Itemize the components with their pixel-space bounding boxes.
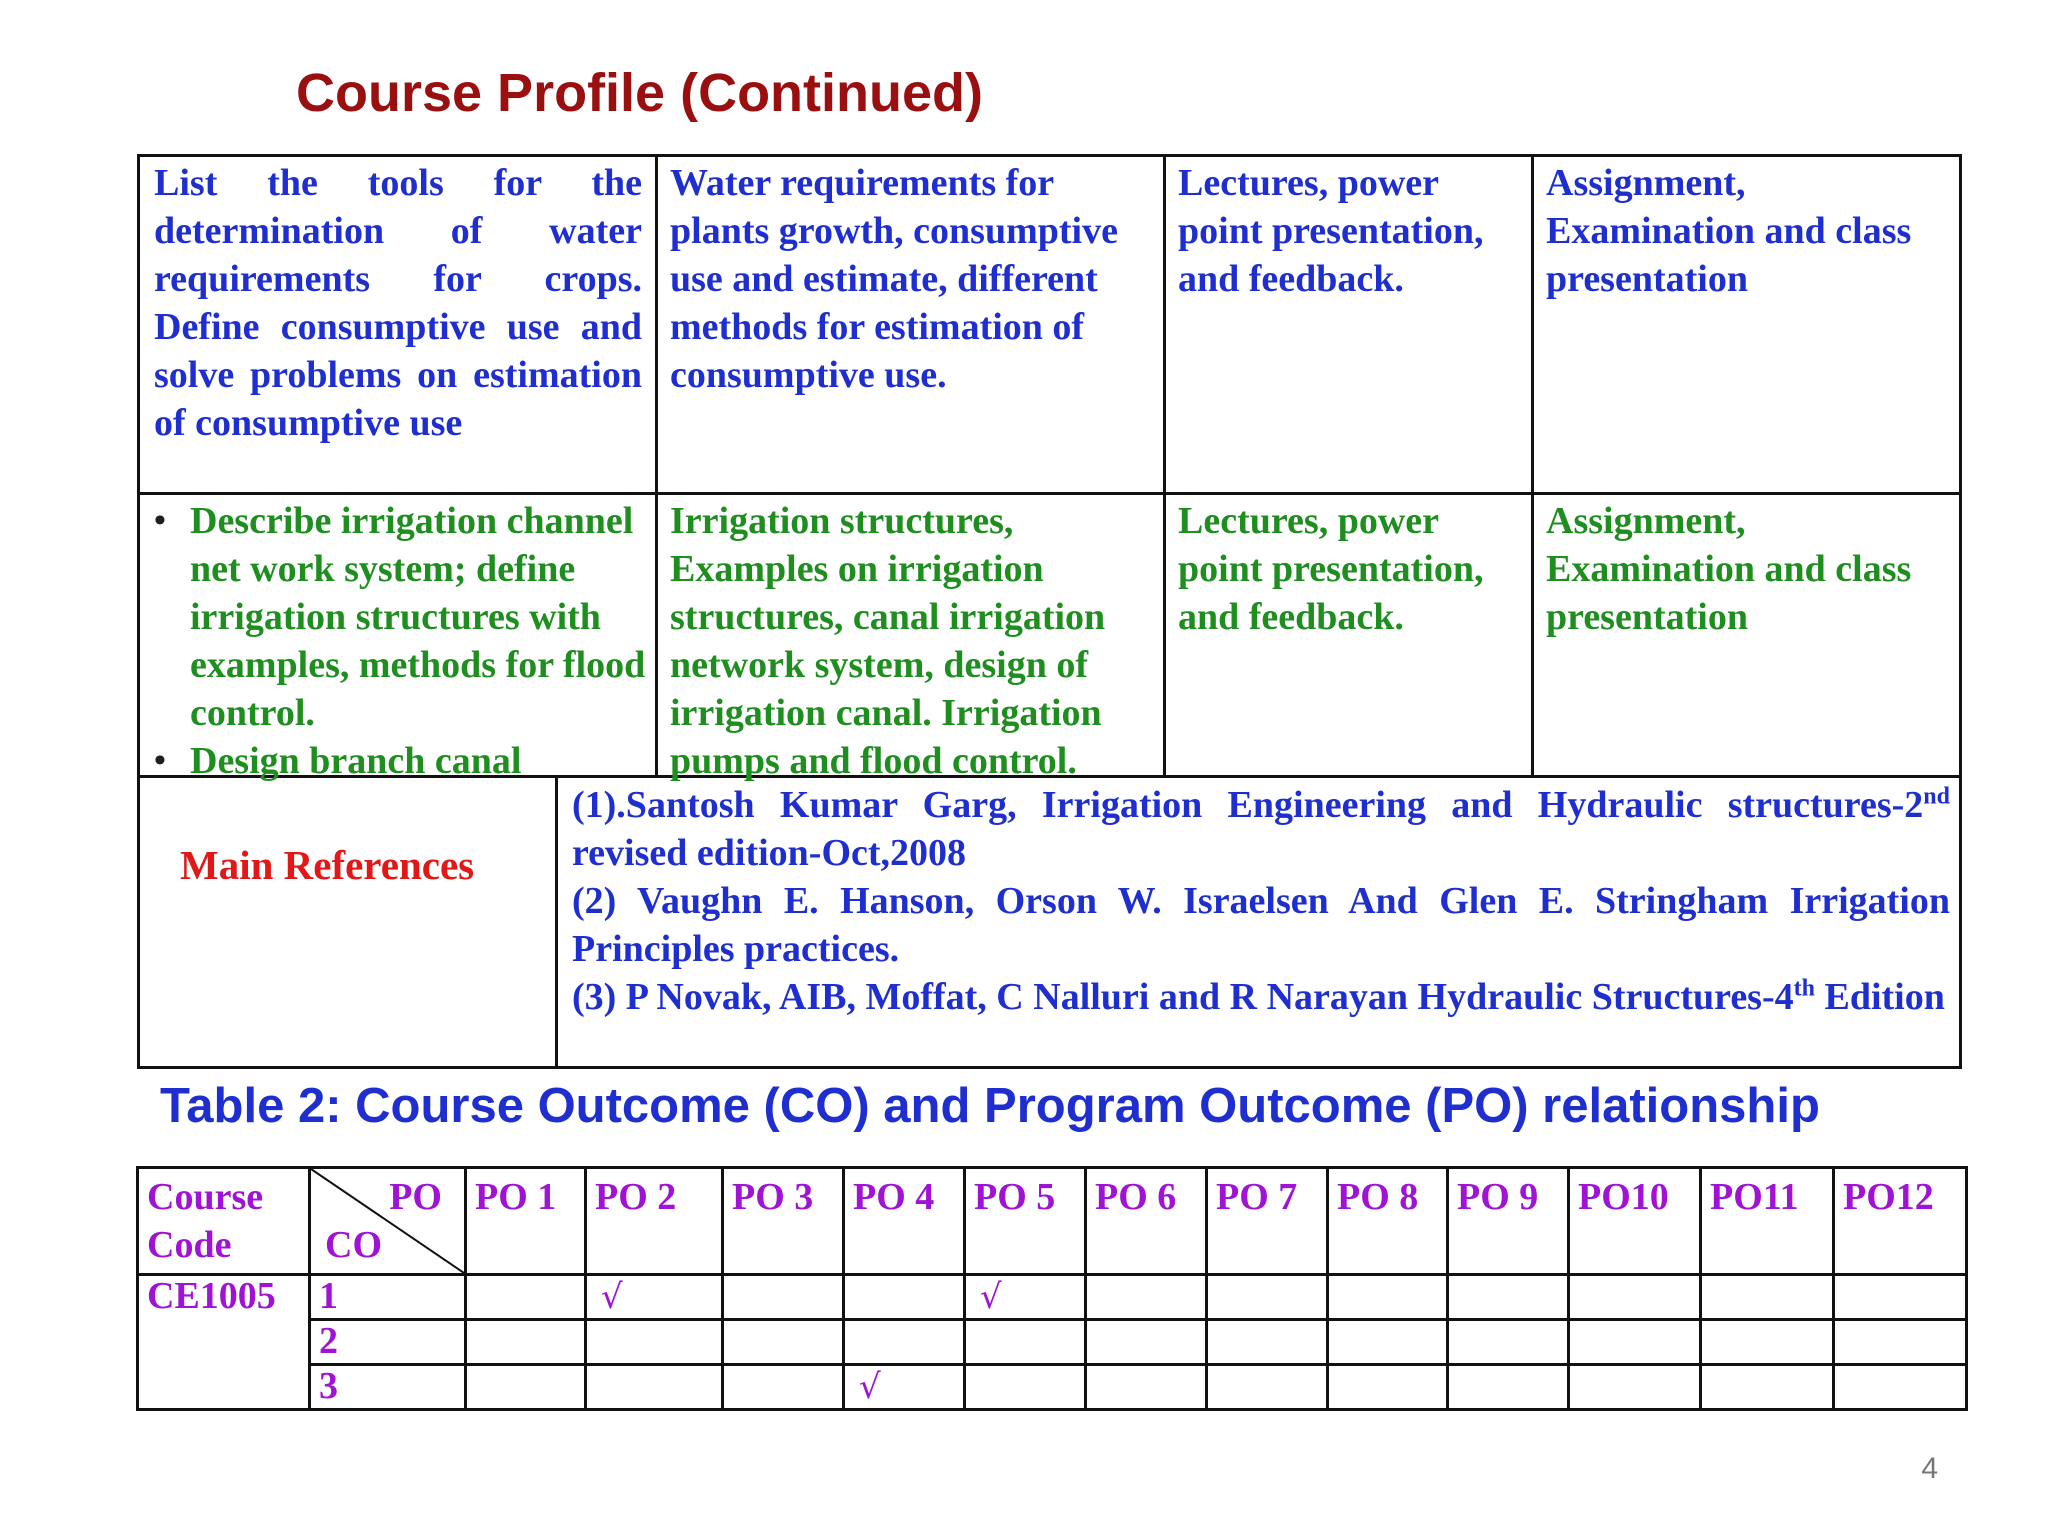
po-header: PO 4 bbox=[844, 1168, 965, 1275]
po-cell bbox=[723, 1320, 844, 1365]
references-label: Main References bbox=[180, 842, 475, 888]
reference-1: (1).Santosh Kumar Garg, Irrigation Engineering and Hydraulic structures-2nd revised edition-Oct,2008 bbox=[572, 783, 1950, 874]
co-number: 1 bbox=[310, 1275, 466, 1320]
po-cell bbox=[466, 1275, 586, 1320]
slide-title: Course Profile (Continued) bbox=[296, 63, 983, 123]
po-label: PO bbox=[389, 1176, 442, 1218]
co-number: 2 bbox=[310, 1320, 466, 1365]
po-cell bbox=[1086, 1365, 1207, 1410]
po-cell bbox=[844, 1320, 965, 1365]
column-divider bbox=[1531, 157, 1534, 777]
po-header: PO 2 bbox=[586, 1168, 723, 1275]
teaching-methods-1: Lectures, power point presentation, and feedback. bbox=[1178, 162, 1484, 300]
po-cell bbox=[1569, 1275, 1701, 1320]
po-cell bbox=[1086, 1275, 1207, 1320]
po-cell bbox=[1328, 1320, 1448, 1365]
po-cell bbox=[1701, 1320, 1834, 1365]
po-cell bbox=[586, 1365, 723, 1410]
column-divider bbox=[655, 157, 658, 777]
po-header: PO11 bbox=[1701, 1168, 1834, 1275]
check-mark: √ bbox=[980, 1277, 1002, 1317]
po-cell bbox=[723, 1365, 844, 1410]
po-cell bbox=[1448, 1320, 1569, 1365]
po-header: PO 3 bbox=[723, 1168, 844, 1275]
references-list bbox=[572, 781, 1950, 1021]
po-cell bbox=[1207, 1320, 1328, 1365]
learning-outcome-1: List the tools for the determination of water requirements for crops. Define consumptive use and solve problems on estimation of consumptive use bbox=[154, 162, 642, 444]
po-cell bbox=[1834, 1275, 1967, 1320]
po-cell bbox=[1448, 1275, 1569, 1320]
po-cell bbox=[1207, 1275, 1328, 1320]
teaching-methods-2: Lectures, power point presentation, and feedback. bbox=[1178, 500, 1484, 638]
co-po-table bbox=[136, 1166, 1968, 1411]
po-cell bbox=[844, 1365, 965, 1410]
reference-3: (3) P Novak, AIB, Moffat, C Nalluri and R Narayan Hydraulic Structures-4th Edition bbox=[572, 975, 1945, 1018]
po-cell bbox=[1569, 1320, 1701, 1365]
course-profile-table bbox=[137, 154, 1962, 1069]
page-number: 4 bbox=[1921, 1452, 1938, 1485]
column-divider bbox=[1163, 157, 1166, 777]
table-row bbox=[138, 1320, 1967, 1365]
course-code-cell bbox=[138, 1320, 310, 1365]
course-code-header: Course Code bbox=[138, 1168, 310, 1275]
outcome-bullet-list bbox=[154, 497, 652, 785]
po-header: PO 6 bbox=[1086, 1168, 1207, 1275]
po-cell bbox=[586, 1320, 723, 1365]
course-content-2: Irrigation structures, Examples on irrigation structures, canal irrigation network system, design of irrigation canal. Irrigation pumps and flood control. bbox=[670, 500, 1106, 782]
check-mark: √ bbox=[601, 1277, 623, 1317]
po-cell bbox=[1834, 1365, 1967, 1410]
po-cell bbox=[844, 1275, 965, 1320]
po-cell bbox=[586, 1275, 723, 1320]
column-divider bbox=[555, 777, 558, 1069]
po-header: PO 8 bbox=[1328, 1168, 1448, 1275]
po-cell bbox=[965, 1365, 1086, 1410]
po-cell bbox=[1448, 1365, 1569, 1410]
po-cell bbox=[466, 1320, 586, 1365]
po-cell bbox=[1701, 1365, 1834, 1410]
po-cell bbox=[1086, 1320, 1207, 1365]
po-cell bbox=[1328, 1275, 1448, 1320]
po-header: PO 1 bbox=[466, 1168, 586, 1275]
po-header: PO10 bbox=[1569, 1168, 1701, 1275]
po-header: PO 9 bbox=[1448, 1168, 1569, 1275]
po-cell bbox=[965, 1275, 1086, 1320]
course-content-1: Water requirements for plants growth, consumptive use and estimate, different methods for estimation of consumptive use. bbox=[670, 162, 1118, 396]
table-row bbox=[138, 1275, 1967, 1320]
table-row bbox=[138, 1365, 1967, 1410]
po-cell bbox=[965, 1320, 1086, 1365]
table-header-row bbox=[138, 1168, 1967, 1275]
po-cell bbox=[466, 1365, 586, 1410]
po-cell bbox=[1834, 1320, 1967, 1365]
course-code-cell: CE1005 bbox=[138, 1275, 310, 1320]
row-divider bbox=[140, 492, 1959, 495]
po-cell bbox=[1328, 1365, 1448, 1410]
course-code-cell bbox=[138, 1365, 310, 1410]
check-mark: √ bbox=[859, 1367, 881, 1407]
po-cell bbox=[723, 1275, 844, 1320]
learning-outcome-2 bbox=[154, 497, 652, 785]
assessment-1: Assignment, Examination and class presentation bbox=[1546, 162, 1912, 300]
list-item: • Describe irrigation channel net work system; define irrigation structures with examples, methods for flood control. bbox=[190, 497, 652, 737]
reference-2: (2) Vaughn E. Hanson, Orson W. Israelsen And Glen E. Stringham Irrigation Principles practices. bbox=[572, 880, 1950, 970]
po-header: PO 7 bbox=[1207, 1168, 1328, 1275]
co-number: 3 bbox=[310, 1365, 466, 1410]
assessment-2: Assignment, Examination and class presentation bbox=[1546, 500, 1912, 638]
co-label: CO bbox=[325, 1224, 382, 1266]
po-co-diagonal-header bbox=[310, 1168, 466, 1275]
po-cell bbox=[1569, 1365, 1701, 1410]
po-header: PO12 bbox=[1834, 1168, 1967, 1275]
table2-title: Table 2: Course Outcome (CO) and Program Outcome (PO) relationship bbox=[160, 1079, 1820, 1133]
po-cell bbox=[1207, 1365, 1328, 1410]
list-item: • Design branch canal bbox=[190, 737, 652, 785]
po-header: PO 5 bbox=[965, 1168, 1086, 1275]
po-cell bbox=[1701, 1275, 1834, 1320]
